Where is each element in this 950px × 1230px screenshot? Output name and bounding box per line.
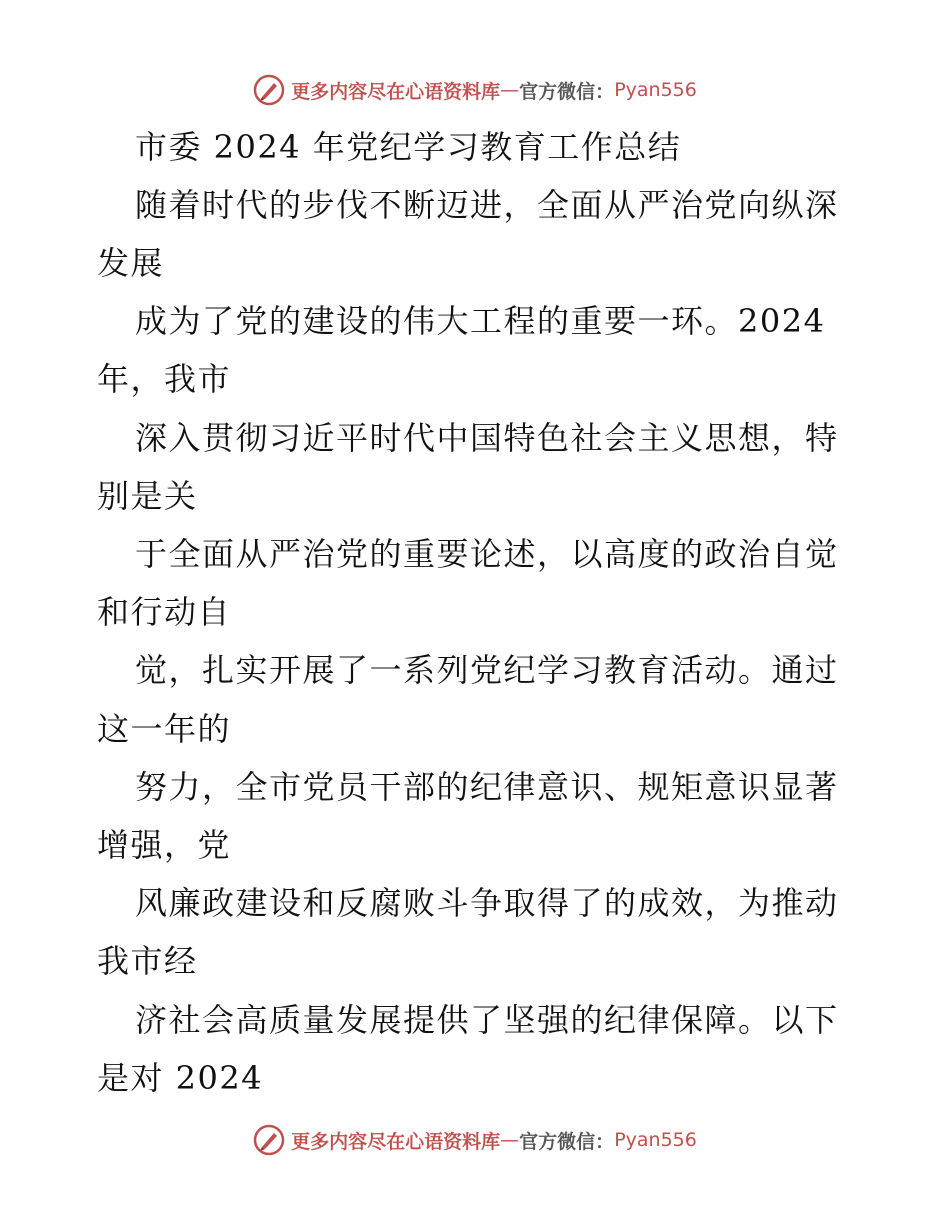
footer-watermark-banner bbox=[0, 1120, 950, 1160]
banner-dash: — bbox=[500, 79, 520, 101]
banner-dash: — bbox=[500, 1129, 520, 1151]
document-line: 济社会高质量发展提供了坚强的纪律保障。以下 bbox=[135, 1001, 839, 1039]
banner-wechat-id: Pyan556 bbox=[614, 1129, 697, 1151]
document-line: 增强，党 bbox=[97, 826, 232, 864]
document-line: 努力，全市党员干部的纪律意识、规矩意识显著 bbox=[135, 768, 839, 806]
document-title: 市委 2024 年党纪学习教育工作总结 bbox=[135, 128, 682, 166]
document-line: 我市经 bbox=[97, 942, 198, 980]
document-line: 年，我市 bbox=[97, 360, 232, 398]
document-line: 和行动自 bbox=[97, 593, 232, 631]
document-line: 深入贯彻习近平时代中国特色社会主义思想，特 bbox=[135, 419, 839, 457]
document-line: 这一年的 bbox=[97, 710, 232, 748]
document-line: 成为了党的建设的伟大工程的重要一环。2024 bbox=[135, 302, 826, 340]
banner-wechat-id: Pyan556 bbox=[614, 79, 697, 101]
banner-main-text: 更多内容尽在心语资料库 bbox=[291, 80, 501, 103]
document-line: 发展 bbox=[97, 244, 165, 282]
banner-wechat-label: 官方微信： bbox=[519, 1130, 615, 1153]
quill-pen-logo-icon bbox=[253, 1124, 285, 1156]
document-line: 随着时代的步伐不断迈进，全面从严治党向纵深 bbox=[135, 186, 839, 224]
document-line: 于全面从严治党的重要论述，以高度的政治自觉 bbox=[135, 535, 839, 573]
banner-main-text: 更多内容尽在心语资料库 bbox=[291, 1130, 501, 1153]
banner-wechat-label: 官方微信： bbox=[519, 80, 615, 103]
document-line: 是对 2024 bbox=[97, 1059, 264, 1097]
document-line: 觉，扎实开展了一系列党纪学习教育活动。通过 bbox=[135, 651, 839, 689]
document-line: 风廉政建设和反腐败斗争取得了的成效，为推动 bbox=[135, 884, 839, 922]
document-line: 别是关 bbox=[97, 477, 198, 515]
